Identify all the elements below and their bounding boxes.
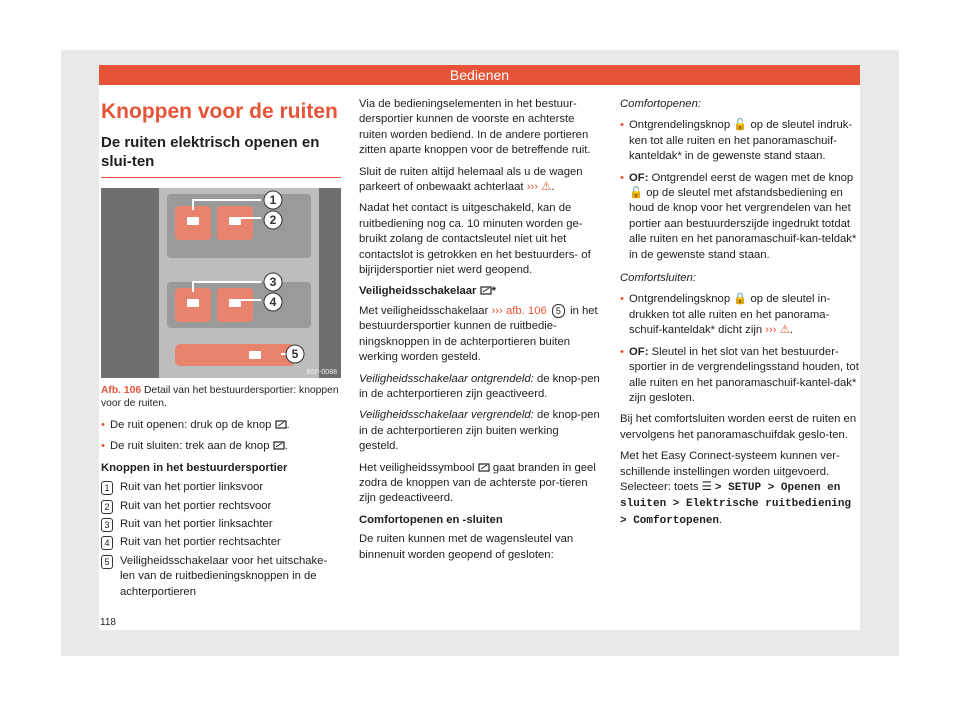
paragraph: Veiligheidsschakelaar vergrendeld: de knop-pen in de achterportieren zijn buiten werking gesteld. xyxy=(359,409,600,453)
page-title: Knoppen voor de ruiten xyxy=(101,100,338,123)
button-legend-list xyxy=(101,480,341,600)
menu-path: > SETUP > Openen en sluiten > Elektrische ruitbediening > Comfortopenen xyxy=(620,481,852,527)
door-panel-figure xyxy=(101,188,341,378)
paragraph: Het veiligheidssymbool gaat branden in geel zodra de knoppen van de achterste por-tieren zijn gedeactiveerd. xyxy=(359,461,596,505)
column-middle xyxy=(359,97,601,569)
window-button-icon xyxy=(275,419,287,429)
item-number: 4 xyxy=(101,536,113,550)
paragraph: Nadat het contact is uitgeschakeld, kan de ruitbediening nog ca. 10 minuten worden ge-bruikt zolang de contactsleutel niet uit het contactslot is getrokken en het bestuurders- of bijrijdersportier niet werd geopend. xyxy=(359,202,591,277)
list-item xyxy=(101,517,341,532)
item-number: 3 xyxy=(101,518,113,532)
section-subtitle: De ruiten elektrisch openen en slui-ten xyxy=(101,134,320,170)
item-number: 1 xyxy=(101,481,113,495)
comfort-heading: Comfortopenen en -sluiten xyxy=(359,513,503,526)
warning-text: Sluit de ruiten altijd helemaal als u de wagen parkeert of onbewaakt achterlaat xyxy=(359,165,583,194)
callout-2: 2 xyxy=(269,213,277,227)
window-button-icon xyxy=(273,440,285,450)
paragraph: Met veiligheidsschakelaar ››› afb. 106 5 in het bestuurdersportier kunnen de ruitbedie-ningsknoppen in de achterportieren buiten werking worden gesteld. xyxy=(359,304,598,364)
list-item xyxy=(101,535,341,550)
callout-1: 1 xyxy=(269,193,277,207)
comfort-open-heading: Comfortopenen: xyxy=(620,98,702,110)
safety-switch-heading: Veiligheidsschakelaar * xyxy=(359,285,496,298)
item-text: Ruit van het portier rechtsvoor xyxy=(120,499,272,512)
warning-ref-icon: ››› ⚠ xyxy=(765,324,790,337)
item-text: Ruit van het portier rechtsachter xyxy=(120,536,281,549)
caption-label: Afb. 106 xyxy=(101,385,142,396)
unlock-key-icon: 🔓 xyxy=(733,119,748,132)
figure-code: B6F-0088 xyxy=(306,369,337,376)
paragraph: Bij het comfortsluiten worden eerst de ruiten en vervolgens het panoramaschuifdak geslo-ten. xyxy=(620,413,857,441)
list-item xyxy=(101,554,341,600)
safety-switch-icon xyxy=(480,285,492,295)
paragraph: Veiligheidsschakelaar ontgrendeld: de knop-pen in de achterportieren zijn geactiveerd. xyxy=(359,372,600,400)
comfort-close-heading: Comfortsluiten: xyxy=(620,272,696,285)
figure-reference[interactable]: afb. 106 xyxy=(505,304,547,317)
bullet: • Ontgrendelingsknop 🔒 op de sleutel in-drukken tot alle ruiten en het panorama-schuif-kanteldak* dicht zijn ››› ⚠. xyxy=(620,292,860,338)
item-text: Ruit van het portier linksachter xyxy=(120,518,273,531)
paragraph: Met het Easy Connect-systeem kunnen ver-schillende instellingen worden uitgevoerd. Selecteer: toets ☰ > SETUP > Openen en sluiten > Elektrische ruitbediening > Comfortopenen. xyxy=(620,450,852,527)
bullet: • Ontgrendelingsknop 🔓 op de sleutel indruk-ken tot alle ruiten en het panoramaschuif-kanteldak* in de gewenste stand staan. xyxy=(620,118,860,164)
column-right xyxy=(620,97,860,535)
paragraph: Via de bedieningselementen in het bestuur-dersportier kunnen de voorste en achterste ruiten worden bediend. In de andere portieren zitten aparte knoppen voor de betreffende ruit. xyxy=(359,98,591,157)
bullet-close: • De ruit sluiten: trek aan de knop . xyxy=(101,439,341,454)
paragraph: De ruiten kunnen met de wagensleutel van binnenuit worden geopend of gesloten: xyxy=(359,533,574,561)
page-number: 118 xyxy=(100,617,116,628)
safety-switch-button xyxy=(175,344,295,366)
item-number: 5 xyxy=(552,304,565,318)
bullet-close-text: De ruit sluiten: trek aan de knop xyxy=(110,440,270,453)
door-panel-illustration xyxy=(101,188,341,378)
item-text: Ruit van het portier linksvoor xyxy=(120,481,264,494)
bullet-open-text: De ruit openen: druk op de knop xyxy=(110,419,272,431)
callout-5: 5 xyxy=(291,347,299,361)
safety-symbol-icon xyxy=(478,462,490,472)
callout-4: 4 xyxy=(269,295,277,309)
item-number: 2 xyxy=(101,500,113,514)
lock-key-icon: 🔒 xyxy=(733,293,748,306)
bullet-open: • De ruit openen: druk op de knop . xyxy=(101,418,341,433)
column-left xyxy=(101,97,341,606)
item-text: Veiligheidsschakelaar voor het uitschake-len van de ruitbedieningsknoppen in de achterportieren xyxy=(120,554,328,598)
figure-caption xyxy=(101,384,341,410)
item-number: 5 xyxy=(101,555,113,569)
callout-3: 3 xyxy=(269,275,277,289)
list-item xyxy=(101,499,341,514)
menu-key-icon: ☰ xyxy=(701,480,712,493)
caption-text: Detail van het bestuurdersportier: knoppen voor de ruiten. xyxy=(101,385,339,409)
list-item xyxy=(101,480,341,495)
bullet: • OF: Ontgrendel eerst de wagen met de knop 🔓 op de sleutel met afstandsbediening en houd de knop voor het vergrendelen van het portier aan bestuurderszijde ingedrukt totdat alle ruiten en het panoramaschuif-kan-teldak* in de gewenste stand staan. xyxy=(620,171,860,263)
bullet: • OF: Sleutel in het slot van het bestuurder-sportier in de vergrendelingsstand houden, tot alle ruiten en het panoramaschuif-kantel-dak* zijn gesloten. xyxy=(620,345,860,407)
list-title: Knoppen in het bestuurdersportier xyxy=(101,461,288,474)
warning-ref-icon: ››› ⚠ xyxy=(526,181,552,194)
title-divider xyxy=(101,177,341,178)
paragraph-warning: Sluit de ruiten altijd helemaal als u de wagen parkeert of onbewaakt achterlaat ››› ⚠. xyxy=(359,165,583,194)
unlock-key-icon: 🔓 xyxy=(629,187,644,200)
section-header: Bedienen xyxy=(99,65,860,85)
